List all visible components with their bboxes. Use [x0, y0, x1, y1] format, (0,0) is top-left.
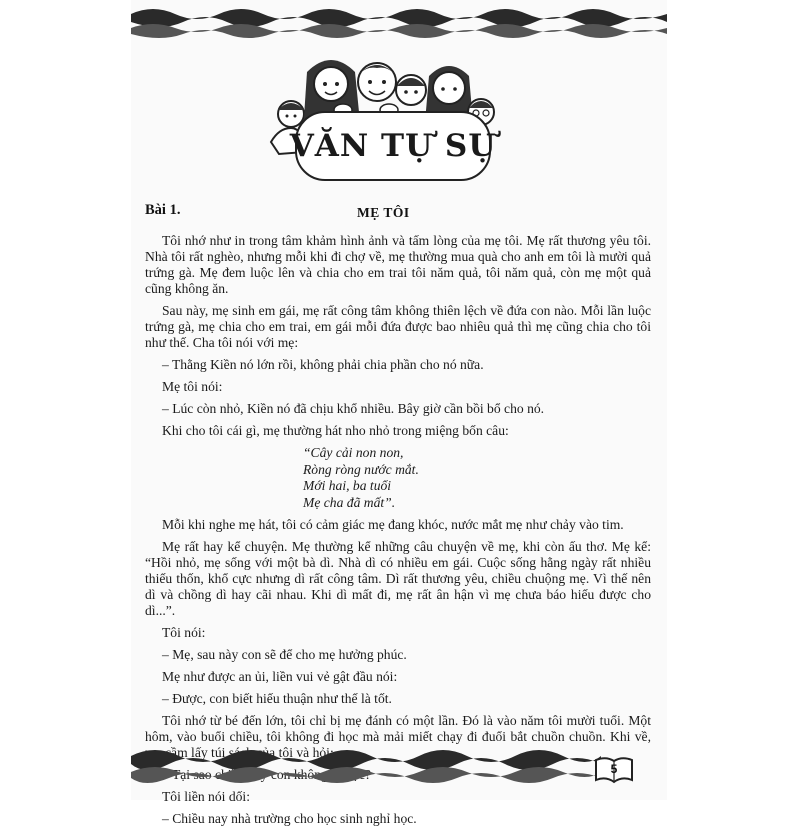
paragraph: Tôi nhớ như in trong tâm khảm hình ảnh và tấm lòng của mẹ tôi. Mẹ rất thương yêu tôi. Nhà tôi rất nghèo, nhưng mỗi khi đi chợ về, mẹ thường mua quà cho anh em tôi là mười quả trứng gà. Mẹ đem luộc lên và chia cho em trai tôi năm quả, tôi năm quả, còn mẹ một quả cũng không ăn. — [145, 233, 651, 296]
paragraph: Tôi nói: — [162, 625, 206, 640]
lesson-title: MẸ TÔI — [357, 205, 410, 220]
dialogue-line: – Mẹ, sau này con sẽ để cho mẹ hưởng phúc. — [162, 647, 407, 662]
top-wave-border — [131, 2, 667, 40]
paragraph: Mẹ rất hay kể chuyện. Mẹ thường kể những câu chuyện về mẹ, khi còn ấu thơ. Mẹ kể: “Hồi nhỏ, mẹ sống với một bà dì. Nhà dì có nhiều em gái. Cuộc sống hằng ngày rất nhiều thiếu thốn, khổ cực nhưng dì rất công tâm. Dì rất thương yêu, chiều chuộng mẹ. Vì thế nên dì và chồng dì hay cãi nhau. Khi dì mất đi, mẹ rất ân hận vì mẹ chưa báo hiếu được cho dì...”. — [145, 539, 651, 618]
poem-line: Mẹ cha đã mất”. — [303, 494, 396, 510]
paragraph: Sau này, mẹ sinh em gái, mẹ rất công tâm không thiên lệch về đứa con nào. Mỗi lần luộc trứng gà, mẹ chia cho em trai, em gái mỗi đứa được bao nhiêu quả thì mẹ cũng chia cho tôi như thế. Cha tôi nói với mẹ: — [145, 303, 651, 350]
paragraph: Mẹ như được an ủi, liền vui vẻ gật đầu nói: — [162, 669, 398, 684]
poem — [303, 445, 651, 511]
paragraph: Mẹ tôi nói: — [162, 379, 223, 394]
paragraph: Mỗi khi nghe mẹ hát, tôi có cảm giác mẹ đang khóc, nước mắt mẹ như chảy vào tim. — [162, 517, 624, 532]
paragraph: Khi cho tôi cái gì, mẹ thường hát nho nhỏ trong miệng bốn câu: — [162, 423, 509, 438]
lesson-label: Bài 1. — [145, 202, 181, 218]
poem-line: Mới hai, ba tuổi — [303, 478, 392, 493]
paragraph: Tôi liền nói dối: — [162, 789, 250, 804]
paragraph: Tôi nhớ từ bé đến lớn, tôi chỉ bị mẹ đánh có một lần. Đó là vào năm tôi mười tuổi. Một hôm, vào buổi chiều, tôi không đi học mà mải miết chạy đi đuổi bắt chuồn chuồn. Khi về, cầm lấy túi tôi và hỏi: — [145, 713, 651, 760]
dialogue-line: – Chiều nay nhà trường cho học sinh nghỉ học. — [162, 811, 417, 826]
dialogue-line: – Lúc còn nhỏ, Kiền nó đã chịu khổ nhiều. Bây giờ cần bồi bổ cho nó. — [162, 401, 545, 416]
page-number-badge — [594, 756, 634, 784]
dialogue-line: – Được, con biết hiếu thuận như thế là tốt. — [162, 691, 392, 706]
poem-line: Ròng ròng nước mắt. — [303, 461, 419, 477]
dialogue-line: – Thằng Kiền nó lớn rồi, không phải chia phần cho nó nữa. — [162, 357, 484, 372]
poem-line: “Cây cải non non, — [303, 445, 404, 460]
bottom-wave-border — [131, 738, 667, 788]
section-title-plate — [289, 111, 497, 181]
book-page — [131, 0, 667, 826]
section-title: VĂN TỰ SỰ — [289, 128, 497, 164]
page-number: 5 — [610, 762, 618, 776]
